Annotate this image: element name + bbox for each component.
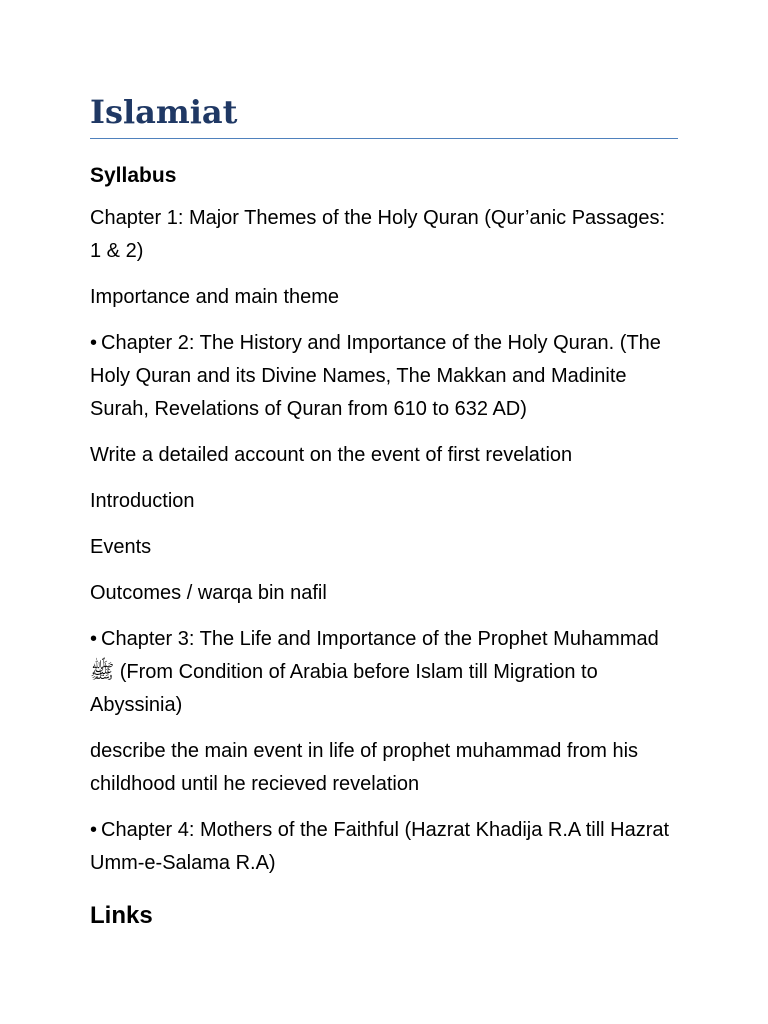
paragraph-events: Events (90, 536, 152, 558)
bullet-chapter-2 (90, 327, 678, 426)
paragraph-introduction: Introduction (90, 490, 195, 512)
paragraph-prophet-life: describe the main event in life of prophet muhammad from his childhood until he recieved revelation (90, 740, 639, 795)
bullet-chapter-4 (90, 814, 678, 880)
bullet-chapter-3 (90, 623, 678, 722)
syllabus-heading: Syllabus (90, 164, 177, 187)
bullet-chapter-2-text: Chapter 2: The History and Importance of the Holy Quran. (The Holy Quran and its Divine Names, The Makkan and Madinite Surah, Revelations of Quran from 610 to 632 AD) (90, 332, 661, 420)
document-page (90, 92, 678, 932)
paragraph-first-revelation: Write a detailed account on the event of first revelation (90, 444, 573, 466)
bullet-chapter-3-text: Chapter 3: The Life and Importance of the Prophet Muhammad ﷺ (From Condition of Arabia before Islam till Migration to Abyssinia) (90, 628, 659, 716)
paragraph-importance: Importance and main theme (90, 286, 340, 308)
links-heading: Links (90, 902, 153, 929)
bullet-marker: • (90, 819, 98, 841)
bullet-chapter-4-text: Chapter 4: Mothers of the Faithful (Hazrat Khadija R.A till Hazrat Umm-e-Salama R.A) (90, 819, 670, 874)
document-title: Islamiat (90, 92, 678, 139)
paragraph-chapter-1: Chapter 1: Major Themes of the Holy Quran (Qur’anic Passages: 1 & 2) (90, 207, 666, 262)
bullet-marker: • (90, 628, 98, 650)
paragraph-outcomes: Outcomes / warqa bin nafil (90, 582, 327, 604)
bullet-marker: • (90, 332, 98, 354)
